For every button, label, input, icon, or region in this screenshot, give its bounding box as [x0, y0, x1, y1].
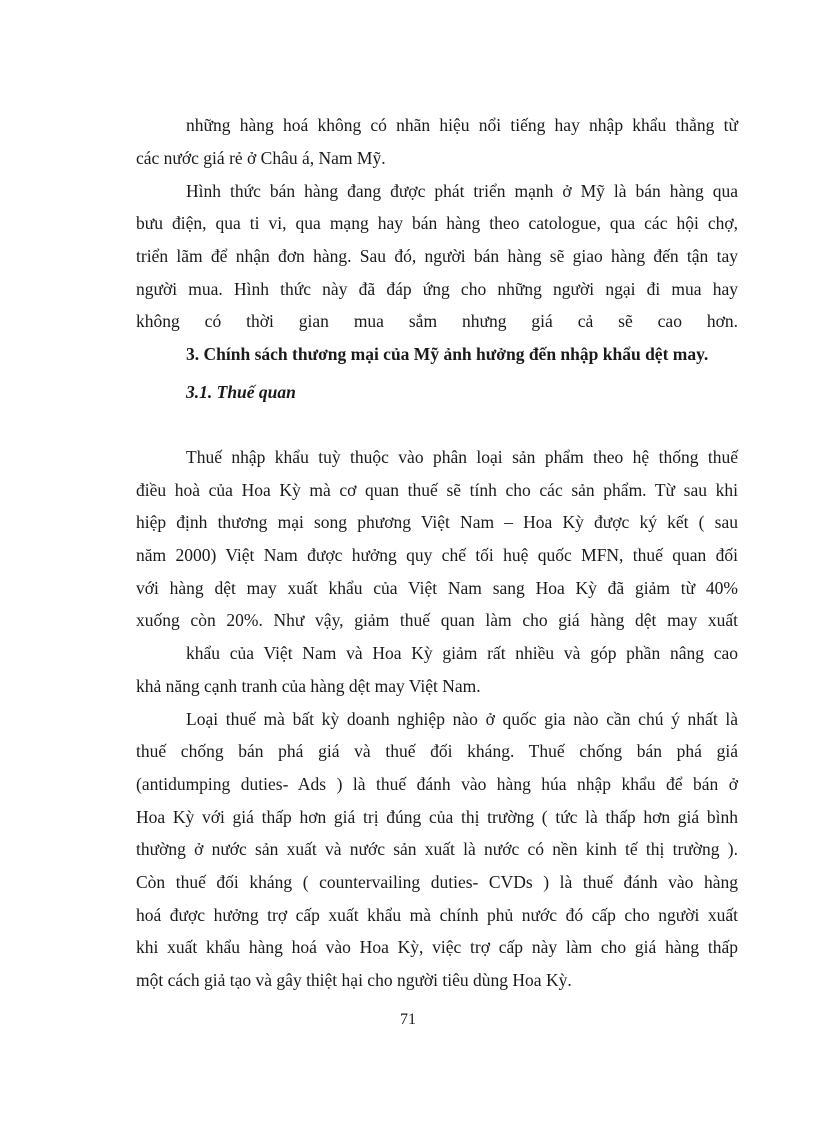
body-line: khi xuất khẩu hàng hoá vào Hoa Kỳ, việc trợ cấp này làm cho giá hàng thấp — [136, 937, 738, 957]
body-line: thuế chống bán phá giá và thuế đối kháng. Thuế chống bán phá giá — [136, 741, 738, 761]
body-line: hiệp định thương mại song phương Việt Nam – Hoa Kỳ được ký kết ( sau — [136, 512, 738, 532]
body-line: người mua. Hình thức này đã đáp ứng cho những người ngại đi mua hay — [136, 279, 738, 299]
body-line: xuống còn 20%. Như vậy, giảm thuế quan làm cho giá hàng dệt may xuất — [136, 610, 738, 630]
body-line: điều hoà của Hoa Kỳ mà cơ quan thuế sẽ tính cho các sản phẩm. Từ sau khi — [136, 480, 738, 500]
body-line: triển lãm để nhận đơn hàng. Sau đó, người bán hàng sẽ giao hàng đến tận tay — [136, 246, 738, 266]
body-line: năm 2000) Việt Nam được hưởng quy chế tối huệ quốc MFN, thuế quan đối — [136, 545, 738, 565]
body-line: Thuế nhập khẩu tuỳ thuộc vào phân loại sản phẩm theo hệ thống thuế — [186, 447, 738, 467]
body-line: (antidumping duties- Ads ) là thuế đánh vào hàng húa nhập khẩu để bán ở — [136, 774, 738, 794]
subsection-heading: 3.1. Thuế quan — [186, 382, 296, 402]
body-line: những hàng hoá không có nhãn hiệu nổi tiếng hay nhập khẩu thẳng từ — [186, 115, 738, 135]
body-line: với hàng dệt may xuất khẩu của Việt Nam sang Hoa Kỳ đã giảm từ 40% — [136, 578, 738, 598]
body-line: Loại thuế mà bất kỳ doanh nghiệp nào ở quốc gia nào cần chú ý nhất là — [186, 709, 738, 729]
body-line: Còn thuế đối kháng ( countervailing duties- CVDs ) là thuế đánh vào hàng — [136, 872, 738, 892]
body-line: không có thời gian mua sắm nhưng giá cả sẽ cao hơn. — [136, 311, 738, 331]
body-line: thường ở nước sản xuất và nước sản xuất là nước có nền kinh tế thị trường ). — [136, 839, 738, 859]
body-line: một cách giả tạo và gây thiệt hại cho người tiêu dùng Hoa Kỳ. — [136, 970, 572, 990]
body-line: Hình thức bán hàng đang được phát triển mạnh ở Mỹ là bán hàng qua — [186, 181, 738, 201]
body-line: các nước giá rẻ ở Châu á, Nam Mỹ. — [136, 148, 386, 168]
body-line: khẩu của Việt Nam và Hoa Kỳ giảm rất nhiều và góp phần nâng cao — [186, 643, 738, 663]
section-heading: 3. Chính sách thương mại của Mỹ ảnh hưởng đến nhập khẩu dệt may. — [186, 344, 709, 364]
page-number: 71 — [400, 1011, 416, 1028]
body-line: bưu điện, qua ti vi, qua mạng hay bán hàng theo catologue, qua các hội chợ, — [136, 213, 738, 233]
body-line: hoá được hưởng trợ cấp xuất khẩu mà chính phủ nước đó cấp cho người xuất — [136, 905, 738, 925]
body-line: khả năng cạnh tranh của hàng dệt may Việt Nam. — [136, 676, 481, 696]
body-line: Hoa Kỳ với giá thấp hơn giá trị đúng của thị trường ( tức là thấp hơn giá bình — [136, 807, 738, 827]
